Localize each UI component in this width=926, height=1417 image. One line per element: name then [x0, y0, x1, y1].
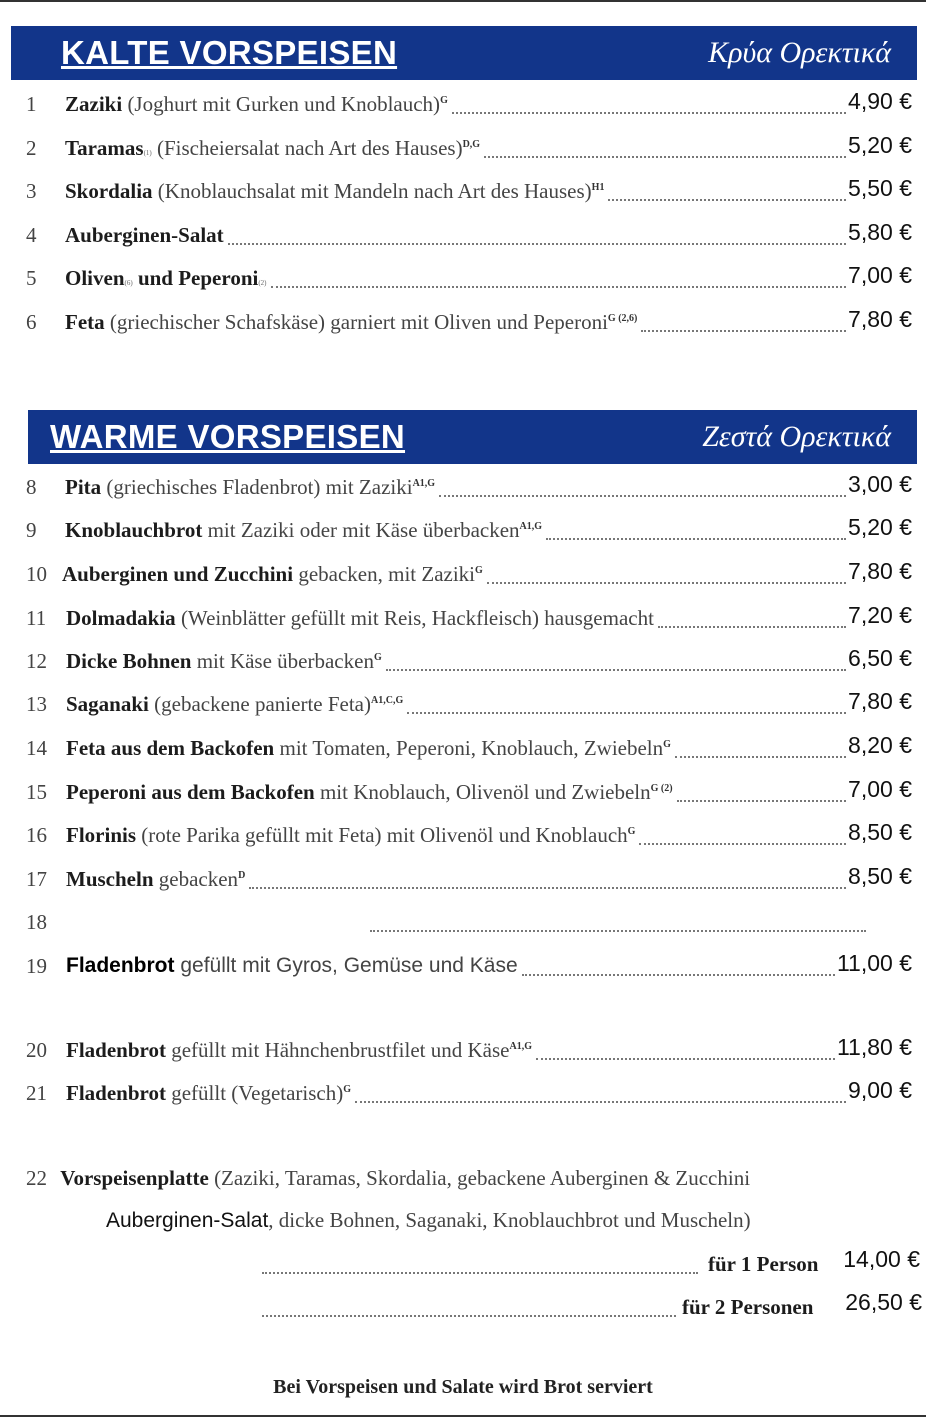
- footer-note: Bei Vorspeisen und Salate wird Brot serviert: [273, 1376, 653, 1398]
- item-description: mit Knoblauch, Olivenöl und Zwiebeln: [314, 780, 651, 804]
- price: 3,00 €: [848, 471, 912, 497]
- item-description: (Joghurt mit Gurken und Knoblauch): [122, 92, 441, 116]
- leader-dots: [484, 156, 846, 158]
- leader-dots: [452, 112, 846, 114]
- item-description: (Knoblauchsalat mit Mandeln nach Art des Hauses): [152, 179, 592, 203]
- leader-dots: [262, 1272, 698, 1274]
- leader-dots: [675, 756, 846, 758]
- item-number: 14: [26, 736, 47, 760]
- menu-item-row: [0, 821, 926, 851]
- warm-section-banner: [28, 410, 917, 464]
- leader-dots: [677, 800, 846, 802]
- item-name: Fladenbrot: [66, 1038, 166, 1062]
- item-description: mit Käse überbacken: [191, 649, 374, 673]
- allergen-codes: A1,C,G: [371, 695, 404, 706]
- item-number: 12: [26, 649, 47, 673]
- item-text: [65, 136, 480, 161]
- item-description: (griechisches Fladenbrot) mit Zaziki: [101, 475, 413, 499]
- leader-dots: [608, 199, 846, 201]
- platter-option-2: [0, 1289, 926, 1323]
- leader-dots: [641, 330, 846, 332]
- item-number: 10: [26, 562, 47, 586]
- item-number: 22: [26, 1166, 47, 1190]
- price: 5,50 €: [848, 175, 912, 201]
- menu-item-row: [0, 134, 926, 164]
- leader-dots: [271, 286, 847, 288]
- cold-section-title: KALTE VORSPEISEN: [61, 34, 398, 71]
- item-description: (Fischeiersalat nach Art des Hauses): [151, 136, 463, 160]
- price: 26,50 €: [845, 1289, 922, 1315]
- allergen-codes: A1,G: [412, 478, 436, 489]
- leader-dots: [262, 1315, 676, 1317]
- price: 14,00 €: [843, 1246, 920, 1272]
- leader-dots: [546, 538, 846, 540]
- allergen-codes: A1,G: [509, 1041, 532, 1052]
- leader-dots: [370, 930, 866, 932]
- item-text: [65, 223, 224, 248]
- leader-dots: [228, 243, 846, 245]
- menu-item-row: [0, 690, 926, 720]
- leader-dots: [487, 582, 846, 584]
- item-name: Dolmadakia: [66, 606, 176, 630]
- item-note: (1): [143, 149, 152, 157]
- price: 7,20 €: [848, 602, 912, 628]
- leader-dots: [439, 495, 846, 497]
- item-description-part: Auberginen-Salat: [106, 1209, 269, 1232]
- item-description: mit Zaziki oder mit Käse überbacken: [202, 518, 520, 542]
- item-text: [66, 606, 654, 631]
- item-description: (Zaziki, Taramas, Skordalia, gebackene Auberginen & Zucchini: [208, 1166, 751, 1190]
- item-name: Fladenbrot: [66, 1081, 166, 1105]
- item-name: Skordalia: [65, 179, 153, 203]
- item-name: Knoblauchbrot: [65, 518, 203, 542]
- price: 8,50 €: [848, 863, 912, 889]
- platter-option-label: für 2 Personen: [682, 1295, 814, 1319]
- item-text: [62, 562, 483, 587]
- price: 8,20 €: [848, 732, 912, 758]
- menu-item-row: [0, 778, 926, 808]
- menu-item-row: [0, 952, 926, 982]
- item-text: [65, 518, 542, 543]
- item-number: 13: [26, 692, 47, 716]
- menu-item-row: [0, 908, 926, 938]
- item-number: 8: [26, 475, 37, 499]
- warm-section-title-greek: Ζεστά Ορεκτικά: [702, 420, 891, 453]
- item-number: 21: [26, 1081, 47, 1105]
- top-border: [0, 0, 926, 2]
- item-name: Saganaki: [66, 692, 149, 716]
- item-number: 3: [26, 179, 37, 203]
- item-text: [66, 1038, 532, 1063]
- item-name: Auberginen und Zucchini: [62, 562, 294, 586]
- menu-item-row: [0, 516, 926, 546]
- item-number: 20: [26, 1038, 47, 1062]
- cold-section-title-greek: Κρύα Ορεκτικά: [708, 36, 891, 69]
- item-description-part: , dicke Bohnen, Saganaki, Knoblauchbrot und Muscheln): [268, 1208, 751, 1232]
- price: 7,00 €: [848, 776, 912, 802]
- item-note: (2): [258, 279, 267, 287]
- item-text: [66, 867, 245, 892]
- item-name: Vorspeisenplatte: [60, 1166, 209, 1190]
- allergen-codes: G: [440, 95, 448, 106]
- cold-section-banner: [11, 26, 917, 80]
- item-name: Muscheln: [66, 867, 154, 891]
- price: 5,20 €: [848, 514, 912, 540]
- item-description: (griechischer Schafskäse) garniert mit Oliven und Peperoni: [104, 310, 608, 334]
- menu-item-row: [0, 1036, 926, 1066]
- item-text: [65, 92, 448, 117]
- leader-dots: [407, 712, 846, 714]
- item-number: 5: [26, 266, 37, 290]
- menu-item-row: [0, 560, 926, 590]
- item-name: Taramas: [65, 136, 144, 160]
- item-number: 15: [26, 780, 47, 804]
- item-note: (6): [124, 279, 133, 287]
- price: 4,90 €: [848, 88, 912, 114]
- menu-item-row: [0, 647, 926, 677]
- item-name: Fladenbrot: [66, 954, 175, 977]
- item-text: [65, 310, 637, 335]
- price: 7,80 €: [848, 306, 912, 332]
- leader-dots: [249, 887, 846, 889]
- item-number: 6: [26, 310, 37, 334]
- item-number: 1: [26, 92, 37, 116]
- leader-dots: [536, 1058, 835, 1060]
- item-number: 19: [26, 954, 47, 978]
- item-name: Pita: [65, 475, 102, 499]
- allergen-codes: D,G: [462, 139, 481, 150]
- item-description: gefüllt mit Hähnchenbrustfilet und Käse: [165, 1038, 510, 1062]
- menu-item-row: [0, 473, 926, 503]
- leader-dots: [355, 1101, 846, 1103]
- price: 6,50 €: [848, 645, 912, 671]
- leader-dots: [658, 626, 846, 628]
- price: 9,00 €: [848, 1077, 912, 1103]
- item-description: gefüllt (Vegetarisch): [165, 1081, 344, 1105]
- allergen-codes: G: [343, 1084, 352, 1095]
- item-text: [65, 266, 267, 291]
- leader-dots: [386, 669, 846, 671]
- item-name: Dicke Bohnen: [66, 649, 192, 673]
- item-name: Peperoni aus dem Backofen: [66, 780, 315, 804]
- allergen-codes: G: [373, 652, 382, 663]
- item-text: [66, 736, 671, 761]
- price: 7,80 €: [848, 558, 912, 584]
- menu-item-row: [0, 308, 926, 338]
- menu-item-row: [0, 264, 926, 294]
- allergen-codes: A1,G: [519, 521, 543, 532]
- item-number: 16: [26, 823, 47, 847]
- item-number: 18: [26, 910, 47, 934]
- price: 5,80 €: [848, 219, 912, 245]
- leader-dots: [639, 843, 846, 845]
- item-text: [66, 823, 635, 848]
- leader-dots: [522, 974, 835, 976]
- menu-item-row: [0, 734, 926, 764]
- item-text: [65, 475, 435, 500]
- item-description: gebacken, mit Zaziki: [293, 562, 476, 586]
- item-number: 2: [26, 136, 37, 160]
- item-description: (gebackene panierte Feta): [148, 692, 371, 716]
- menu-item-row: [0, 221, 926, 251]
- allergen-codes: G: [663, 739, 671, 750]
- menu-item-row: [0, 865, 926, 895]
- price: 7,00 €: [848, 262, 912, 288]
- warm-section-title: WARME VORSPEISEN: [50, 418, 406, 455]
- allergen-codes: G: [475, 565, 483, 576]
- item-text: [66, 692, 403, 717]
- item-text: [66, 1081, 351, 1106]
- menu-item-row: [0, 90, 926, 120]
- item-number: 17: [26, 867, 47, 891]
- price: 8,50 €: [848, 819, 912, 845]
- platter-option-1: [0, 1246, 926, 1280]
- item-number: 11: [26, 606, 47, 630]
- allergen-codes: H1: [591, 182, 605, 193]
- item-description: gefüllt mit Gyros, Gemüse und Käse: [174, 954, 518, 977]
- menu-item-row: [0, 177, 926, 207]
- item-name: Zaziki: [65, 92, 123, 116]
- allergen-codes: G (2): [650, 783, 673, 794]
- item-number: 9: [26, 518, 37, 542]
- price: 11,00 €: [836, 950, 912, 976]
- item-description: und Peperoni: [132, 266, 259, 290]
- item-description: (Weinblätter gefüllt mit Reis, Hackfleisch) hausgemacht: [175, 606, 654, 630]
- item-text: [66, 954, 518, 978]
- item-name: Feta: [65, 310, 105, 334]
- item-description: gebacken: [153, 867, 239, 891]
- item-text: [66, 780, 673, 805]
- item-name: Oliven: [65, 266, 125, 290]
- item-number: 4: [26, 223, 37, 247]
- allergen-codes: G: [627, 826, 636, 837]
- allergen-codes: D: [238, 870, 246, 881]
- item-name: Auberginen-Salat: [65, 223, 224, 247]
- item-text: [65, 179, 604, 204]
- price: 5,20 €: [848, 132, 912, 158]
- item-name: Florinis: [66, 823, 137, 847]
- price: 7,80 €: [848, 688, 912, 714]
- menu-item-row: [0, 604, 926, 634]
- allergen-codes: G (2,6): [607, 313, 638, 324]
- item-description: (rote Parika gefüllt mit Feta) mit Olivenöl und Knoblauch: [136, 823, 628, 847]
- item-name: Feta aus dem Backofen: [66, 736, 275, 760]
- item-text: [66, 649, 382, 674]
- price: 11,80 €: [836, 1034, 912, 1060]
- platter-option-label: für 1 Person: [708, 1252, 819, 1276]
- menu-item-row: [0, 1079, 926, 1109]
- item-description: mit Tomaten, Peperoni, Knoblauch, Zwiebeln: [274, 736, 664, 760]
